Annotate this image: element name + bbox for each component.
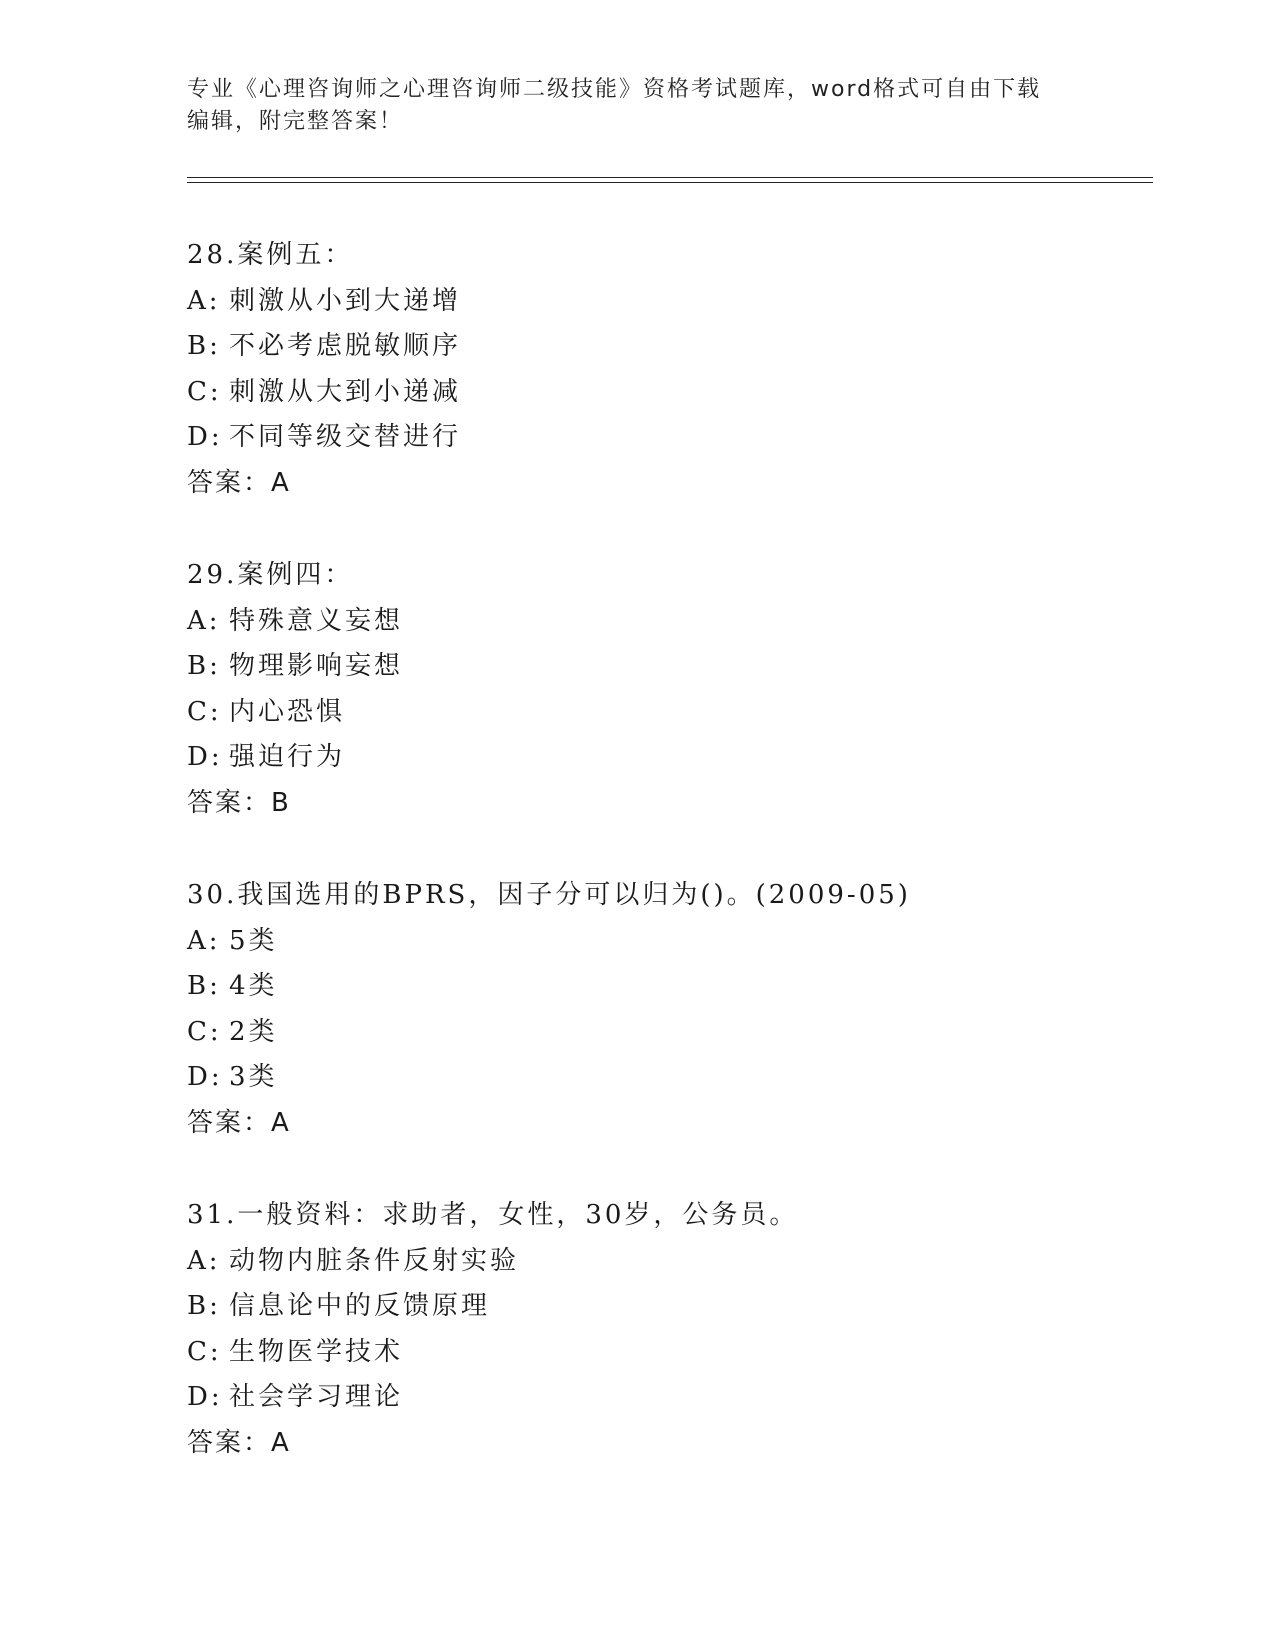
option-a — [187, 1239, 1153, 1285]
option-letter: D: — [187, 742, 223, 772]
question-28 — [187, 233, 1153, 553]
option-text: 特殊意义妄想 — [229, 605, 404, 636]
option-letter: B: — [187, 971, 221, 1001]
option-letter: C: — [187, 376, 222, 407]
option-text: 内心恐惧 — [229, 696, 346, 727]
option-a — [187, 919, 1153, 965]
option-text: 生物医学技术 — [229, 1336, 404, 1367]
option-b — [187, 324, 1153, 370]
option-text: 刺激从小到大递增 — [229, 285, 462, 316]
option-text: 不必考虑脱敏顺序 — [229, 331, 462, 361]
option-d — [187, 415, 1153, 461]
question-stem: 29.案例四： — [187, 560, 354, 590]
option-text: 动物内脏条件反射实验 — [229, 1245, 520, 1276]
option-d — [187, 1375, 1153, 1421]
option-text: 5类 — [229, 925, 278, 956]
option-letter: A: — [187, 285, 221, 316]
question-stem: 31.一般资料：求助者，女性，30岁，公务员。 — [187, 1200, 799, 1230]
option-text: 刺激从大到小递减 — [229, 376, 462, 407]
option-letter: A: — [187, 1245, 221, 1276]
answer-line: 答案：B — [187, 787, 291, 818]
question-31 — [187, 1193, 1153, 1513]
header-line-1: 专业《心理咨询师之心理咨询师二级技能》资格考试题库，word格式可自由下载 — [187, 77, 1042, 102]
option-letter: A: — [187, 605, 221, 636]
header-line-2: 编辑，附完整答案！ — [187, 109, 404, 134]
option-text: 物理影响妄想 — [229, 651, 404, 681]
option-a — [187, 599, 1153, 645]
option-text: 3类 — [229, 1062, 278, 1092]
question-stem: 28.案例五： — [187, 240, 354, 270]
question-stem: 30.我国选用的BPRS，因子分可以归为()。(2009-05) — [187, 880, 911, 910]
question-29 — [187, 553, 1153, 873]
option-letter: D: — [187, 1062, 223, 1092]
answer-line: 答案：A — [187, 1107, 291, 1138]
option-c — [187, 1010, 1153, 1056]
option-letter: B: — [187, 651, 221, 681]
option-a — [187, 279, 1153, 325]
option-d — [187, 1055, 1153, 1101]
option-letter: C: — [187, 696, 222, 727]
option-b — [187, 1284, 1153, 1330]
answer-line: 答案：A — [187, 1427, 291, 1458]
header-rule-bottom — [187, 182, 1153, 183]
option-letter: D: — [187, 422, 223, 452]
option-c — [187, 370, 1153, 416]
option-text: 信息论中的反馈原理 — [229, 1291, 491, 1321]
option-letter: D: — [187, 1382, 223, 1412]
option-c — [187, 690, 1153, 736]
option-text: 2类 — [229, 1016, 278, 1047]
option-text: 4类 — [229, 971, 278, 1001]
option-text: 不同等级交替进行 — [229, 422, 462, 452]
option-text: 强迫行为 — [229, 742, 346, 772]
option-text: 社会学习理论 — [229, 1382, 404, 1412]
option-letter: B: — [187, 331, 221, 361]
option-d — [187, 735, 1153, 781]
option-letter: C: — [187, 1016, 222, 1047]
option-letter: C: — [187, 1336, 222, 1367]
option-letter: A: — [187, 925, 221, 956]
option-c — [187, 1330, 1153, 1376]
option-b — [187, 644, 1153, 690]
option-letter: B: — [187, 1291, 221, 1321]
document-header — [187, 74, 1087, 138]
answer-line: 答案：A — [187, 467, 291, 498]
header-rule-top — [187, 177, 1153, 178]
question-30 — [187, 873, 1153, 1193]
question-list — [187, 233, 1153, 1513]
option-b — [187, 964, 1153, 1010]
